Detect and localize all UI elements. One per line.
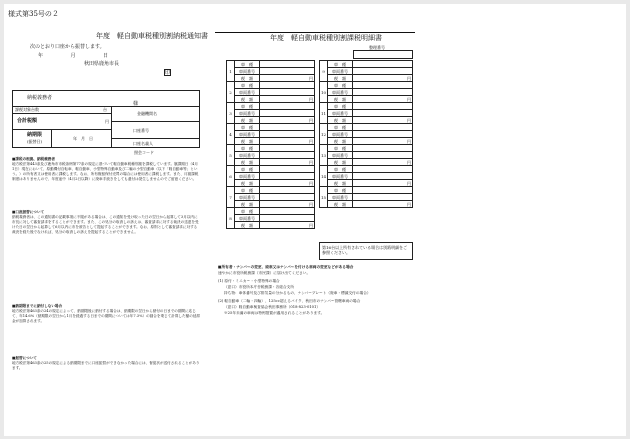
row-value bbox=[353, 166, 413, 173]
filing-code-label: 照会コード bbox=[134, 150, 154, 155]
row-value bbox=[260, 215, 315, 222]
detail-row bbox=[227, 138, 315, 145]
row-label: 車両番号 bbox=[235, 89, 260, 96]
taxpayer-suffix: 様 bbox=[133, 101, 139, 107]
row-label: 車両番号 bbox=[328, 152, 353, 159]
row-label: 車両番号 bbox=[235, 194, 260, 201]
row-label: 車 種 bbox=[235, 208, 260, 215]
detail-row bbox=[320, 201, 413, 208]
row-number: 5 bbox=[227, 145, 235, 166]
deadline-label: 納期限 bbox=[27, 132, 43, 138]
row-value: 円 bbox=[260, 201, 315, 208]
detail-row bbox=[227, 145, 315, 152]
detail-row bbox=[227, 124, 315, 131]
detail-row bbox=[227, 180, 315, 187]
issuer-name: 秋田県鹿角市長 bbox=[84, 61, 120, 67]
row-label: 車両番号 bbox=[235, 173, 260, 180]
row-value bbox=[260, 89, 315, 96]
row-value: 円 bbox=[353, 75, 413, 82]
row-value bbox=[353, 82, 413, 89]
total-unit: 円 bbox=[105, 119, 109, 124]
detail-row bbox=[320, 145, 413, 152]
detail-row bbox=[320, 194, 413, 201]
row-value: 円 bbox=[260, 222, 315, 229]
note-line: （窓口）軽自動車検査協会秋田事務所（018-823-0101） bbox=[224, 305, 321, 309]
section-heading: ■口座振替について bbox=[12, 210, 45, 214]
row-value bbox=[260, 82, 315, 89]
section-direct-debit bbox=[12, 210, 200, 272]
detail-row bbox=[227, 131, 315, 138]
row-value: 円 bbox=[260, 159, 315, 166]
detail-row bbox=[320, 103, 413, 110]
row-value: 円 bbox=[353, 96, 413, 103]
detail-row bbox=[320, 152, 413, 159]
detail-row bbox=[320, 138, 413, 145]
row-value bbox=[353, 145, 413, 152]
section-transfer bbox=[12, 356, 200, 386]
total-label: 合計税額 bbox=[17, 118, 38, 124]
document-page bbox=[4, 4, 626, 436]
detail-row bbox=[227, 173, 315, 180]
row-label: 車両番号 bbox=[235, 68, 260, 75]
row-number: 11 bbox=[320, 103, 328, 124]
note-line: ■所有者・ナンバーの変更、廃車又はナンバーを付ける車両の変更などがある場合 bbox=[218, 265, 354, 269]
bank-label: 金融機関名 bbox=[137, 111, 157, 116]
note-line: 持ち物：車体番号及び排気量の分かるもの、ナンバープレート（廃車・標識交付の場合） bbox=[224, 291, 371, 295]
detail-row bbox=[227, 68, 315, 75]
detail-row bbox=[227, 222, 315, 229]
row-label: 税 額 bbox=[328, 96, 353, 103]
row-value: 円 bbox=[260, 96, 315, 103]
row-number: 2 bbox=[227, 82, 235, 103]
detail-row bbox=[227, 201, 315, 208]
row-value bbox=[260, 110, 315, 117]
row-number: 15 bbox=[320, 187, 328, 208]
row-value bbox=[353, 110, 413, 117]
row-value bbox=[260, 194, 315, 201]
row-label: 車 種 bbox=[235, 145, 260, 152]
detail-row bbox=[227, 166, 315, 173]
detail-row bbox=[227, 194, 315, 201]
notice-title: 年度 軽自動車税種別割納税通知書 bbox=[96, 32, 208, 40]
row-label: 税 額 bbox=[328, 201, 353, 208]
detail-row bbox=[320, 180, 413, 187]
row-value bbox=[353, 194, 413, 201]
ref-box bbox=[353, 50, 413, 59]
row-label: 税 額 bbox=[235, 180, 260, 187]
row-number: 4 bbox=[227, 124, 235, 145]
row-value bbox=[260, 145, 315, 152]
detail-row bbox=[227, 215, 315, 222]
row-label: 税 額 bbox=[328, 117, 353, 124]
detail-row bbox=[320, 61, 413, 68]
row-value bbox=[260, 187, 315, 194]
form-number: 様式第35号の２ bbox=[8, 10, 59, 18]
row-label: 車両番号 bbox=[328, 68, 353, 75]
detail-row bbox=[227, 96, 315, 103]
row-label: 車両番号 bbox=[235, 152, 260, 159]
section-tax-basis bbox=[12, 157, 200, 207]
row-label: 車両番号 bbox=[235, 131, 260, 138]
change-notes bbox=[218, 264, 416, 374]
row-value bbox=[353, 103, 413, 110]
row-value bbox=[353, 68, 413, 75]
date-day: 日 bbox=[102, 53, 108, 59]
row-value bbox=[353, 173, 413, 180]
date-month: 月 bbox=[70, 53, 76, 59]
row-value: 円 bbox=[353, 201, 413, 208]
detail-row bbox=[320, 68, 413, 75]
detail-row bbox=[320, 173, 413, 180]
row-value: 円 bbox=[260, 75, 315, 82]
row-number: 1 bbox=[227, 61, 235, 82]
row-value bbox=[260, 68, 315, 75]
date-year: 年 bbox=[38, 53, 44, 59]
row-value bbox=[260, 152, 315, 159]
notice-date bbox=[38, 53, 108, 59]
detail-row bbox=[227, 82, 315, 89]
row-number: 9 bbox=[320, 61, 328, 82]
vehicle-count-label: 課税対象台数 bbox=[15, 107, 39, 112]
ref-label: 整理番号 bbox=[369, 45, 385, 50]
row-number: 7 bbox=[227, 187, 235, 208]
row-value bbox=[353, 61, 413, 68]
official-seal bbox=[164, 59, 171, 78]
row-value bbox=[260, 208, 315, 215]
row-label: 車両番号 bbox=[328, 110, 353, 117]
detail-row bbox=[227, 208, 315, 215]
vehicle-count-unit: 台 bbox=[103, 107, 107, 112]
row-label: 車 種 bbox=[328, 82, 353, 89]
section-body: 地方税法第443条及び鹿角市市税条例第77条の規定に基づいて軽自動車税種別割を課税しています。賦課期日（4月1日）現在において、原動機付自転車、軽自動車、小型特殊自動車及び二輪の小型自動車（以下「軽自動車等」という。）の所有者又は使用者に課税します。なお、所有権留保付売買の場合には使用者に課税します。また、月割課税制度はありませんので、年度途中（4月2日以降）に廃車手続きをしても還付は発生しませんのでご留意ください。 bbox=[12, 162, 199, 181]
detail-row bbox=[227, 152, 315, 159]
row-number: 6 bbox=[227, 166, 235, 187]
row-value: 円 bbox=[260, 117, 315, 124]
detail-row bbox=[320, 117, 413, 124]
row-label: 車両番号 bbox=[328, 173, 353, 180]
row-number: 10 bbox=[320, 82, 328, 103]
detail-row bbox=[227, 75, 315, 82]
row-value bbox=[353, 131, 413, 138]
row-value: 円 bbox=[353, 117, 413, 124]
row-value bbox=[353, 124, 413, 131]
row-label: 車両番号 bbox=[328, 89, 353, 96]
overflow-note-box: 第16台以上所有されている場合は別紙明細をご参照ください。 bbox=[319, 242, 413, 260]
detail-row bbox=[320, 96, 413, 103]
row-number: 3 bbox=[227, 103, 235, 124]
row-label: 税 額 bbox=[235, 201, 260, 208]
detail-row bbox=[320, 131, 413, 138]
detail-row bbox=[227, 110, 315, 117]
summary-table bbox=[12, 90, 200, 148]
section-body: 地方税法第463条の24の規定によって、納期限後に納付する場合は、納期限の翌日から納付の日までの期間に応じて、年14.6%（納期限の翌日から1月を経過する日までの期間については年7.3%）の割合を乗じて計算した額の延滞金が加算されます。 bbox=[12, 309, 200, 323]
section-body: 納税義務者は、この通知書の記載事項に不服がある場合は、この通知を受け取った日の翌日から起算して3月以内に市長に対して審査請求をすることができます。また、この処分の取消しの訴えは、審査請求に対する裁決の送達を受けた日の翌日から起算して6月以内に市を被告として提起することができます。なお、原則として審査請求に対する裁決を経た後でなければ、処分の取消しの訴えを提起することができません。 bbox=[12, 215, 199, 234]
note-line: ※25年未満の車両は特例措置が適用されることがあります。 bbox=[224, 311, 325, 315]
row-label: 車 種 bbox=[328, 61, 353, 68]
row-label: 車 種 bbox=[328, 103, 353, 110]
row-value bbox=[260, 131, 315, 138]
detail-row bbox=[227, 89, 315, 96]
row-value: 円 bbox=[353, 138, 413, 145]
row-label: 車両番号 bbox=[328, 194, 353, 201]
notice-text: 次のとおり口座から振替します。 bbox=[30, 44, 105, 50]
row-label: 車 種 bbox=[235, 103, 260, 110]
row-number: 14 bbox=[320, 166, 328, 187]
row-label: 車 種 bbox=[328, 166, 353, 173]
row-value bbox=[353, 89, 413, 96]
row-label: 税 額 bbox=[235, 75, 260, 82]
detail-title: 年度 軽自動車税種別割課税明細書 bbox=[270, 34, 382, 42]
detail-row bbox=[320, 89, 413, 96]
detail-row bbox=[320, 82, 413, 89]
deadline-date: 年 月 日 bbox=[73, 136, 93, 141]
note-line: 速やかに市役所税務課（市民課）に届け出てください。 bbox=[218, 271, 311, 275]
row-value bbox=[260, 61, 315, 68]
row-number: 8 bbox=[227, 208, 235, 229]
row-label: 税 額 bbox=[235, 138, 260, 145]
note-line: (1) 原付・ミニカー・小型特殊の場合 bbox=[218, 279, 280, 283]
row-label: 税 額 bbox=[235, 96, 260, 103]
row-label: 車 種 bbox=[328, 187, 353, 194]
note-line: （窓口）市役所本庁舎税務課・各総合支所 bbox=[224, 285, 295, 289]
detail-row bbox=[320, 75, 413, 82]
detail-row bbox=[320, 124, 413, 131]
row-value bbox=[353, 152, 413, 159]
row-label: 車 種 bbox=[328, 145, 353, 152]
row-label: 車 種 bbox=[235, 166, 260, 173]
row-label: 税 額 bbox=[235, 222, 260, 229]
section-heading: ■課税の根拠、納税義務者 bbox=[12, 157, 55, 161]
row-value bbox=[260, 173, 315, 180]
detail-row bbox=[227, 159, 315, 166]
row-value bbox=[260, 103, 315, 110]
row-label: 税 額 bbox=[328, 75, 353, 82]
detail-row bbox=[320, 166, 413, 173]
row-label: 税 額 bbox=[235, 159, 260, 166]
taxpayer-label: 納税義務者 bbox=[27, 95, 53, 101]
row-label: 税 額 bbox=[328, 159, 353, 166]
row-label: 車両番号 bbox=[235, 215, 260, 222]
section-late-payment bbox=[12, 304, 200, 344]
row-label: 車 種 bbox=[235, 82, 260, 89]
section-body: 地方税法第463条の25の規定による納期限までに口座振替ができなかった場合には、督促状が送付されることがあります。 bbox=[12, 361, 200, 370]
title-rule bbox=[215, 32, 415, 33]
detail-row bbox=[320, 159, 413, 166]
row-label: 税 額 bbox=[235, 117, 260, 124]
row-value bbox=[353, 187, 413, 194]
row-value: 円 bbox=[353, 180, 413, 187]
row-label: 車 種 bbox=[235, 187, 260, 194]
row-number: 12 bbox=[320, 124, 328, 145]
holder-label: 口座名義人 bbox=[133, 141, 153, 146]
row-label: 税 額 bbox=[328, 138, 353, 145]
note-line: (2) 軽自動車（二輪・四輪）、125cc超えるバイク、秋田市のナンバー管轄車両の場合 bbox=[218, 299, 361, 303]
row-value: 円 bbox=[260, 138, 315, 145]
row-label: 車 種 bbox=[235, 61, 260, 68]
row-label: 車両番号 bbox=[328, 131, 353, 138]
row-label: 車 種 bbox=[235, 124, 260, 131]
row-value bbox=[260, 124, 315, 131]
detail-grid-left bbox=[226, 60, 315, 229]
row-label: 車両番号 bbox=[235, 110, 260, 117]
account-label: 口座番号 bbox=[133, 128, 149, 133]
row-value: 円 bbox=[353, 159, 413, 166]
seal-mark: 印 bbox=[165, 70, 171, 76]
deadline-sub: (振替日) bbox=[27, 139, 43, 144]
row-label: 税 額 bbox=[328, 180, 353, 187]
detail-row bbox=[227, 117, 315, 124]
detail-row bbox=[320, 110, 413, 117]
section-heading: ■納期限までに納付しない場合 bbox=[12, 304, 63, 308]
detail-row bbox=[227, 103, 315, 110]
section-heading: ■振替について bbox=[12, 356, 37, 360]
row-label: 車 種 bbox=[328, 124, 353, 131]
row-value bbox=[260, 166, 315, 173]
row-value: 円 bbox=[260, 180, 315, 187]
detail-row bbox=[227, 187, 315, 194]
detail-grid-right bbox=[319, 60, 413, 208]
row-number: 13 bbox=[320, 145, 328, 166]
detail-row bbox=[320, 187, 413, 194]
detail-row bbox=[227, 61, 315, 68]
